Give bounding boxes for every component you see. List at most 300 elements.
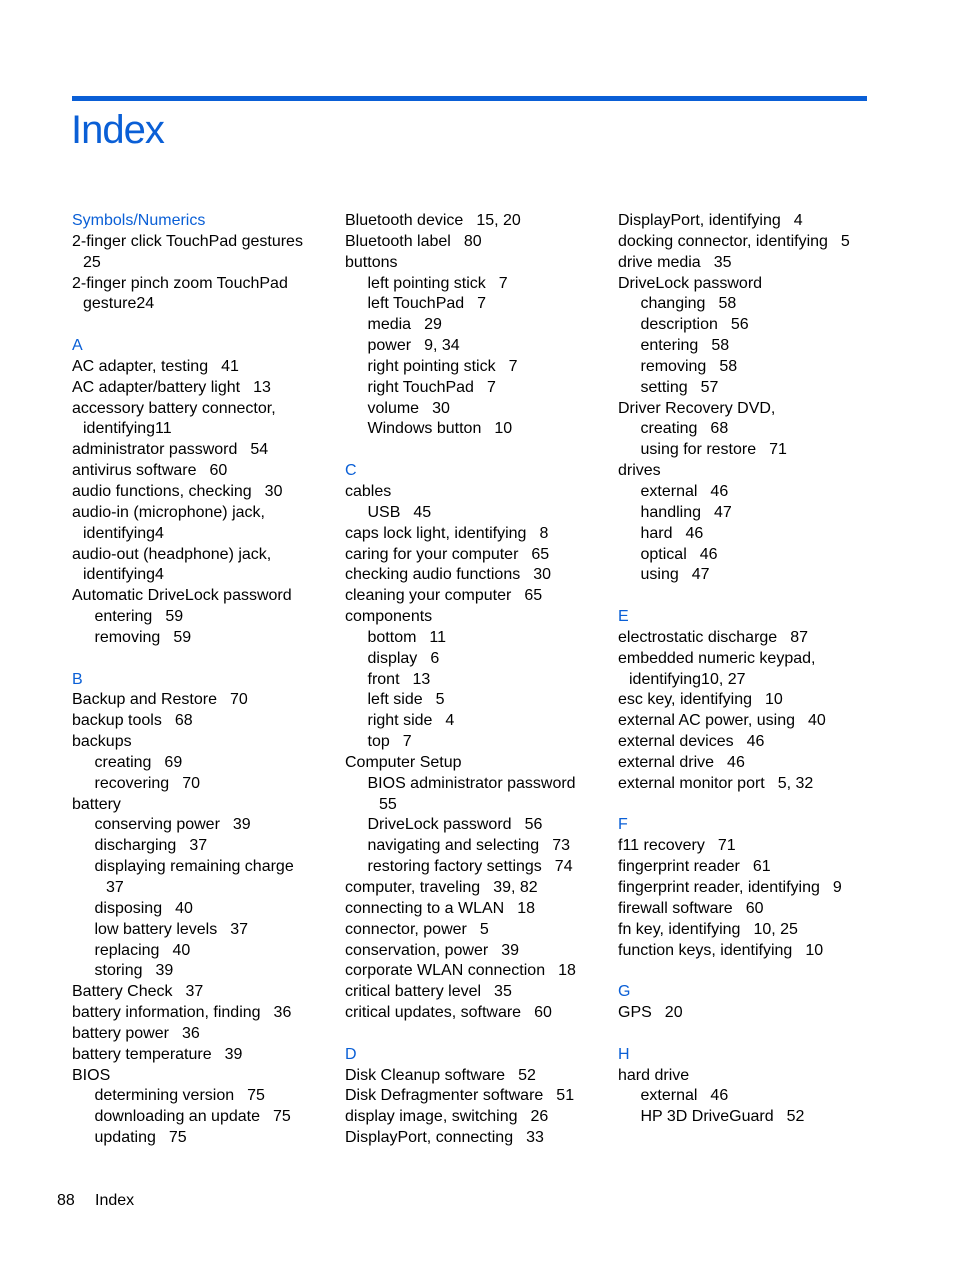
index-term: Automatic DriveLock password: [72, 587, 292, 605]
index-subentry: [72, 607, 322, 628]
index-subentry: [72, 857, 322, 878]
index-term: Bluetooth device: [345, 212, 464, 229]
index-entry-continuation: [72, 565, 322, 586]
index-term: optical: [640, 545, 687, 563]
index-entry: [618, 211, 868, 232]
index-page-ref: 73: [552, 837, 570, 855]
index-term: corporate WLAN connection: [345, 962, 546, 980]
index-entry: [345, 753, 595, 774]
index-entry: [618, 836, 868, 857]
index-term: creating: [94, 753, 152, 771]
index-term: discharging: [94, 837, 177, 855]
index-term: computer, traveling: [345, 879, 481, 896]
index-term: audio functions, checking: [72, 482, 252, 500]
index-subentry: [618, 357, 868, 378]
index-entry: [618, 753, 868, 774]
index-entry: [618, 1003, 868, 1024]
index-term: creating: [640, 420, 698, 438]
index-term: audio-in (microphone) jack,: [72, 503, 265, 521]
page-title: Index: [71, 108, 164, 152]
index-term: connector, power: [345, 920, 467, 938]
index-page-ref: 7: [477, 295, 487, 313]
index-page-ref: 68: [174, 712, 193, 730]
index-subentry: [345, 649, 595, 670]
index-entry-continuation: [345, 795, 595, 816]
index-subentry: [345, 711, 595, 732]
index-page-ref: 33: [526, 1129, 544, 1147]
index-page-ref: 13: [412, 670, 431, 688]
index-page-ref: 4: [445, 712, 455, 730]
index-subentry: [618, 336, 868, 357]
index-entry: [618, 1066, 868, 1087]
index-page-ref: 10: [805, 941, 824, 959]
index-subentry: [72, 920, 322, 941]
index-entry: [345, 586, 595, 607]
index-column-2: [345, 211, 595, 1149]
index-subentry: [345, 378, 595, 399]
index-term: right pointing stick: [367, 357, 496, 375]
index-term: accessory battery connector,: [72, 399, 276, 417]
index-term: determining version: [94, 1087, 235, 1105]
footer-section-title: Index: [95, 1192, 135, 1209]
index-entry: [618, 774, 868, 795]
index-term: right TouchPad: [367, 378, 474, 396]
index-term: checking audio functions: [345, 566, 521, 584]
index-page-ref: 30: [533, 566, 552, 584]
index-entry: [72, 1045, 322, 1066]
section-spacer: [618, 586, 868, 607]
index-term: top: [367, 733, 390, 751]
index-subentry: [345, 628, 595, 649]
index-page-ref: 65: [531, 545, 550, 563]
index-term: Computer Setup: [345, 753, 462, 771]
section-spacer: [72, 649, 322, 670]
index-entry: [618, 920, 868, 941]
index-page-ref: 39, 82: [493, 879, 538, 896]
index-term: critical battery level: [345, 983, 482, 1001]
index-entry: [618, 399, 868, 420]
index-page-ref: 11: [429, 628, 447, 646]
index-page-ref: 9, 34: [424, 337, 460, 355]
index-term: electrostatic discharge: [618, 628, 778, 646]
index-entry: [618, 878, 868, 899]
index-term: DriveLock password: [367, 816, 512, 834]
index-page-ref: 37: [185, 983, 204, 1001]
index-entry: [72, 378, 322, 399]
index-column-1: [72, 211, 322, 1149]
index-term: left pointing stick: [367, 274, 486, 292]
index-term: external AC power, using: [618, 712, 795, 730]
index-page-ref: 35: [713, 253, 732, 271]
index-term: battery temperature: [72, 1045, 212, 1063]
index-term: components: [345, 608, 433, 626]
index-page-ref: 70: [229, 691, 248, 709]
index-term: using for restore: [640, 441, 757, 459]
index-page-ref: 57: [700, 378, 719, 396]
index-entry: [72, 503, 322, 524]
index-term: Bluetooth label: [345, 232, 451, 250]
index-term: Disk Defragmenter software: [345, 1087, 544, 1105]
index-term: displaying remaining charge: [94, 858, 294, 876]
index-term: removing: [640, 357, 707, 375]
index-term: 37: [106, 879, 124, 896]
index-entry: [72, 586, 322, 607]
index-page-ref: 39: [232, 816, 251, 834]
index-subentry: [72, 1128, 322, 1149]
section-spacer: [618, 961, 868, 982]
index-term: external drive: [618, 753, 715, 771]
index-entry: [345, 941, 595, 962]
index-page-ref: 45: [413, 503, 432, 521]
index-page-ref: 60: [534, 1004, 552, 1022]
index-column-3: [618, 211, 868, 1128]
index-page-ref: 39: [224, 1045, 243, 1063]
index-entry: [345, 607, 595, 628]
index-page-ref: 13: [253, 378, 271, 396]
page-footer: [57, 1191, 134, 1211]
index-subentry: [345, 315, 595, 336]
index-page-ref: 18: [558, 962, 576, 980]
index-page-ref: 60: [745, 899, 764, 917]
index-entry: [345, 482, 595, 503]
index-entry-continuation: [72, 253, 322, 274]
index-page-ref: 30: [264, 482, 283, 500]
index-subentry: [345, 399, 595, 420]
index-term: buttons: [345, 253, 398, 271]
index-entry: [618, 649, 868, 670]
index-entry: [72, 1003, 322, 1024]
index-entry: [72, 274, 322, 295]
index-page-ref: 68: [710, 420, 729, 438]
index-term: bottom: [367, 628, 417, 646]
index-page-ref: 29: [424, 316, 442, 334]
index-term: 55: [379, 795, 397, 813]
index-term: power: [367, 337, 412, 355]
index-page-ref: 4: [155, 524, 164, 542]
index-term: Battery Check: [72, 983, 173, 1001]
index-page-ref: 5: [435, 691, 445, 709]
index-term: fingerprint reader: [618, 858, 740, 876]
index-term: volume: [367, 399, 420, 417]
index-subentry: [72, 899, 322, 920]
index-page-ref: 20: [664, 1004, 683, 1022]
index-term: identifying: [629, 670, 702, 688]
index-term: using: [640, 566, 679, 584]
index-page-ref: 4: [155, 566, 164, 584]
index-term: 25: [83, 253, 101, 271]
index-subentry: [345, 274, 595, 295]
index-subentry: [618, 524, 868, 545]
index-letter-heading: H: [618, 1045, 630, 1063]
index-page-ref: 80: [463, 232, 482, 250]
index-entry: [345, 982, 595, 1003]
index-term: hard drive: [618, 1066, 690, 1084]
index-subentry: [618, 315, 868, 336]
index-subentry: [72, 1086, 322, 1107]
index-page-ref: 47: [714, 503, 732, 521]
index-page-ref: 40: [175, 899, 193, 917]
index-term: Driver Recovery DVD,: [618, 399, 776, 417]
index-page-ref: 18: [517, 899, 535, 917]
index-term: f11 recovery: [618, 837, 705, 855]
index-letter-heading: D: [345, 1045, 357, 1063]
index-entry: [618, 461, 868, 482]
index-subentry: [72, 628, 322, 649]
index-letter-heading: G: [618, 983, 631, 1001]
index-term: drive media: [618, 253, 701, 271]
index-term: critical updates, software: [345, 1004, 522, 1022]
index-term: battery power: [72, 1024, 169, 1042]
index-page-ref: 5: [479, 920, 489, 938]
index-page-ref: 4: [793, 212, 803, 229]
index-page-ref: 24: [136, 295, 155, 313]
index-entry: [345, 1003, 595, 1024]
index-page-ref: 26: [530, 1108, 549, 1126]
index-term: low battery levels: [94, 920, 218, 938]
index-entry: [72, 545, 322, 566]
index-page-ref: 70: [182, 774, 200, 792]
index-page-ref: 5: [840, 232, 850, 250]
index-subentry: [618, 1107, 868, 1128]
index-entry: [72, 1024, 322, 1045]
index-page-ref: 6: [430, 649, 440, 667]
index-entry: [72, 399, 322, 420]
index-term: caps lock light, identifying: [345, 524, 527, 542]
index-term: recovering: [94, 774, 170, 792]
index-page-ref: 7: [498, 274, 508, 292]
index-entry: [72, 357, 322, 378]
index-page-ref: 52: [518, 1066, 536, 1084]
index-term: 2-finger pinch zoom TouchPad: [72, 274, 288, 292]
index-term: BIOS: [72, 1066, 111, 1084]
index-page-ref: 58: [711, 337, 730, 355]
index-entry: [345, 1128, 595, 1149]
index-term: cleaning your computer: [345, 587, 512, 605]
index-page-ref: 47: [691, 566, 710, 584]
index-page-ref: 30: [432, 399, 450, 417]
index-page-ref: 58: [719, 357, 738, 375]
index-term: media: [367, 316, 412, 334]
index-term: backups: [72, 733, 132, 751]
index-term: identifying: [83, 420, 156, 438]
section-spacer: [618, 1024, 868, 1045]
index-term: entering: [94, 608, 153, 626]
index-term: changing: [640, 295, 706, 313]
index-term: AC adapter/battery light: [72, 378, 241, 396]
index-term: restoring factory settings: [367, 858, 542, 876]
index-entry: [72, 690, 322, 711]
index-term: administrator password: [72, 441, 238, 459]
index-subentry: [345, 670, 595, 691]
index-entry: [345, 1086, 595, 1107]
index-term: caring for your computer: [345, 545, 519, 563]
index-term: external: [640, 1087, 698, 1105]
index-page-ref: 60: [209, 462, 228, 480]
index-page-ref: 61: [752, 858, 771, 876]
index-term: DisplayPort, connecting: [345, 1129, 514, 1147]
index-entry: [618, 628, 868, 649]
index-term: hard: [640, 524, 673, 542]
index-term: backup tools: [72, 712, 162, 730]
index-page-ref: 56: [524, 816, 543, 834]
index-subentry: [72, 815, 322, 836]
index-page-ref: 7: [486, 378, 496, 396]
index-entry: [618, 253, 868, 274]
index-entry: [618, 274, 868, 295]
index-term: Backup and Restore: [72, 691, 217, 709]
index-term: function keys, identifying: [618, 941, 793, 959]
index-subentry: [345, 690, 595, 711]
index-term: audio-out (headphone) jack,: [72, 545, 272, 563]
index-term: conserving power: [94, 816, 220, 834]
index-subentry: [618, 294, 868, 315]
index-letter-heading: B: [72, 670, 83, 688]
index-entry: [618, 899, 868, 920]
index-entry: [618, 732, 868, 753]
index-entry: [345, 1066, 595, 1087]
index-page-ref: 46: [710, 1087, 729, 1105]
index-term: AC adapter, testing: [72, 357, 209, 375]
index-term: identifying: [83, 566, 156, 584]
index-entry-continuation: [72, 294, 322, 315]
index-letter-heading: Symbols/Numerics: [72, 212, 206, 229]
index-subentry: [345, 774, 595, 795]
index-entry: [618, 690, 868, 711]
index-page-ref: 59: [165, 608, 184, 626]
index-page-ref: 10, 25: [753, 920, 798, 938]
index-term: display: [367, 649, 418, 667]
index-page-ref: 46: [685, 524, 704, 542]
index-term: description: [640, 316, 718, 334]
index-entry: [72, 711, 322, 732]
index-entry: [72, 982, 322, 1003]
index-page-ref: 40: [808, 712, 826, 730]
index-subentry: [345, 357, 595, 378]
index-subentry: [618, 378, 868, 399]
index-subentry: [618, 482, 868, 503]
section-spacer: [618, 795, 868, 816]
index-subentry: [345, 294, 595, 315]
index-entry: [345, 232, 595, 253]
index-subentry: [345, 503, 595, 524]
index-term: DisplayPort, identifying: [618, 212, 781, 229]
index-subentry: [72, 774, 322, 795]
index-subentry: [345, 857, 595, 878]
index-subentry: [345, 419, 595, 440]
index-page-ref: 46: [746, 733, 765, 751]
index-page-ref: 8: [539, 524, 549, 542]
index-entry: [618, 941, 868, 962]
index-subentry: [345, 815, 595, 836]
index-subentry: [72, 836, 322, 857]
index-page-ref: 39: [501, 941, 519, 959]
index-page-ref: 87: [790, 628, 808, 646]
index-subentry: [72, 961, 322, 982]
index-subentry: [72, 1107, 322, 1128]
index-page-ref: 46: [727, 753, 745, 771]
index-page-ref: 75: [168, 1129, 187, 1147]
index-entry: [72, 461, 322, 482]
index-letter-heading: F: [618, 816, 628, 834]
index-term: embedded numeric keypad,: [618, 649, 816, 667]
index-page-ref: 9: [832, 879, 842, 896]
index-term: fn key, identifying: [618, 920, 741, 938]
index-term: HP 3D DriveGuard: [640, 1108, 774, 1126]
index-page-ref: 58: [718, 295, 737, 313]
index-page-ref: 51: [556, 1087, 575, 1105]
index-term: removing: [94, 628, 161, 646]
index-subentry: [618, 503, 868, 524]
index-term: drives: [618, 462, 661, 480]
index-entry: [345, 524, 595, 545]
index-page-ref: 75: [272, 1108, 291, 1126]
index-entry-continuation: [72, 524, 322, 545]
index-term: updating: [94, 1129, 156, 1147]
index-term: entering: [640, 337, 699, 355]
index-page-ref: 7: [402, 733, 412, 751]
index-term: USB: [367, 503, 401, 521]
index-page-ref: 5, 32: [777, 774, 814, 792]
index-page-ref: 74: [554, 858, 573, 876]
index-subentry: [345, 836, 595, 857]
index-term: antivirus software: [72, 462, 197, 480]
index-term: handling: [640, 503, 701, 521]
index-page-ref: 46: [699, 545, 718, 563]
index-page-ref: 52: [786, 1108, 805, 1126]
section-spacer: [345, 1024, 595, 1045]
section-spacer: [345, 440, 595, 461]
index-term: fingerprint reader, identifying: [618, 879, 820, 896]
index-term: replacing: [94, 941, 160, 959]
index-term: external devices: [618, 733, 734, 751]
index-page-ref: 46: [710, 482, 729, 500]
index-term: DriveLock password: [618, 274, 763, 292]
index-subentry: [618, 440, 868, 461]
index-term: left side: [367, 691, 423, 709]
index-term: GPS: [618, 1004, 652, 1022]
index-term: disposing: [94, 899, 163, 917]
index-page-ref: 10, 27: [701, 670, 746, 688]
index-page-ref: 36: [181, 1024, 200, 1042]
index-term: firewall software: [618, 899, 733, 917]
index-term: storing: [94, 962, 143, 980]
index-term: Disk Cleanup software: [345, 1066, 506, 1084]
index-page-ref: 56: [730, 316, 749, 334]
index-term: cables: [345, 482, 392, 500]
index-entry: [345, 545, 595, 566]
index-term: navigating and selecting: [367, 837, 540, 855]
index-page-ref: 11: [155, 420, 172, 438]
index-page-ref: 15, 20: [476, 212, 521, 229]
index-entry: [345, 920, 595, 941]
index-page-ref: 40: [172, 941, 191, 959]
index-term: external monitor port: [618, 774, 765, 792]
index-term: display image, switching: [345, 1108, 518, 1126]
index-term: BIOS administrator password: [367, 774, 576, 792]
index-entry: [345, 253, 595, 274]
index-page-ref: 65: [524, 587, 543, 605]
index-subentry: [345, 336, 595, 357]
index-term: downloading an update: [94, 1108, 260, 1126]
index-subentry: [72, 753, 322, 774]
index-entry: [345, 565, 595, 586]
index-entry: [72, 795, 322, 816]
title-rule: [72, 96, 867, 101]
index-term: left TouchPad: [367, 295, 465, 313]
index-term: right side: [367, 712, 433, 730]
index-page-ref: 54: [250, 441, 269, 459]
index-entry: [618, 857, 868, 878]
